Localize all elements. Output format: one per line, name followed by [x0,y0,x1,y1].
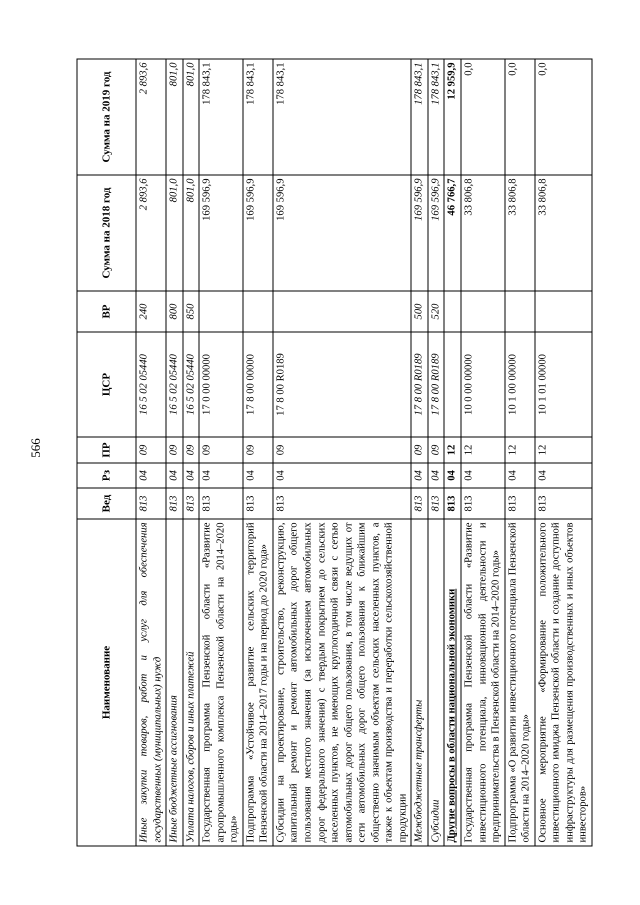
header-rz: Рз [77,463,136,488]
row-rz: 04 [136,463,166,488]
row-vr [505,291,535,332]
row-vr [273,291,411,332]
row-csr: 17 8 00 R0189 [428,332,445,437]
row-vr: 500 [411,291,428,332]
row-vr [461,291,505,332]
header-pr: ПР [77,437,136,463]
row-name: Межбюджетные трансферты [411,519,428,846]
row-ved: 813 [136,488,166,519]
table-header-row [77,59,136,846]
row-csr: 17 8 00 00000 [243,332,273,437]
header-vr: ВР [77,291,136,332]
row-name: Основное мероприятие «Формирование положительного инвестиционного имиджа Пензенской области и создание доступной инфраструктуры для размещения производственных и иных объектов инвесторов» [535,519,592,846]
rotated-table-container [77,60,589,847]
row-sum-2018: 46 766,7 [444,175,461,291]
row-pr: 09 [136,437,166,463]
row-vr [199,291,243,332]
table-row [199,59,243,846]
row-ved: 813 [411,488,428,519]
row-pr: 09 [428,437,445,463]
row-sum-2019: 0,0 [535,59,592,175]
row-csr: 17 8 00 R0189 [411,332,428,437]
row-pr: 12 [461,437,505,463]
row-rz: 04 [273,463,411,488]
header-ved: Вед [77,488,136,519]
row-sum-2018: 169 596,9 [273,175,411,291]
row-rz: 04 [461,463,505,488]
table-row [136,59,166,846]
header-sum-2019: Сумма на 2019 год [77,59,136,175]
row-pr: 12 [505,437,535,463]
header-name: Наименование [77,519,136,846]
row-pr: 09 [411,437,428,463]
row-pr: 09 [273,437,411,463]
row-vr [444,291,461,332]
row-sum-2019: 178 843,1 [273,59,411,175]
row-ved: 813 [461,488,505,519]
row-name: Подпрограмма «Устойчивое развитие сельских территорий Пензенской области на 2014–2017 годы и на период до 2020 года» [243,519,273,846]
table-row [411,59,428,846]
table-row [183,59,200,846]
row-sum-2018: 33 806,8 [505,175,535,291]
row-name: Государственная программа Пензенской области «Развитие инвестиционного потенциала, инновационной деятельности и предпринимательства в Пензенской области на 2014–2020 годы» [461,519,505,846]
row-pr: 09 [183,437,200,463]
row-sum-2018: 801,0 [183,175,200,291]
row-csr: 17 8 00 R0189 [273,332,411,437]
budget-table [77,59,593,847]
row-rz: 04 [411,463,428,488]
row-sum-2019: 12 959,9 [444,59,461,175]
row-vr: 520 [428,291,445,332]
row-vr [243,291,273,332]
table-row [273,59,411,846]
row-ved: 813 [243,488,273,519]
row-sum-2019: 801,0 [183,59,200,175]
table-row-section-total [444,59,461,846]
row-csr: 10 1 01 00000 [535,332,592,437]
row-ved: 813 [166,488,183,519]
row-ved: 813 [273,488,411,519]
row-pr: 12 [444,437,461,463]
row-csr: 16 5 02 05440 [136,332,166,437]
row-name: Государственная программа Пензенской области «Развитие агропромышленного комплекса Пензенской области на 2014–2020 годы» [199,519,243,846]
table-row [243,59,273,846]
row-ved: 813 [535,488,592,519]
row-name: Подпрограмма «О развитии инвестиционного потенциала Пензенской области на 2014–2020 годы» [505,519,535,846]
row-sum-2018: 2 893,6 [136,175,166,291]
row-vr: 240 [136,291,166,332]
row-sum-2019: 2 893,6 [136,59,166,175]
row-rz: 04 [428,463,445,488]
table-row [461,59,505,846]
table-row [166,59,183,846]
row-sum-2018: 33 806,8 [535,175,592,291]
row-pr: 09 [199,437,243,463]
row-rz: 04 [199,463,243,488]
row-csr: 17 0 00 00000 [199,332,243,437]
table-row [535,59,592,846]
header-csr: ЦСР [77,332,136,437]
row-ved: 813 [444,488,461,519]
row-pr: 09 [243,437,273,463]
row-sum-2019: 801,0 [166,59,183,175]
row-pr: 12 [535,437,592,463]
row-csr: 10 1 00 00000 [505,332,535,437]
row-sum-2019: 178 843,1 [243,59,273,175]
table-row [505,59,535,846]
row-name: Уплата налогов, сборов и иных платежей [183,519,200,846]
row-sum-2018: 169 596,9 [199,175,243,291]
row-sum-2019: 0,0 [505,59,535,175]
row-rz: 04 [505,463,535,488]
page-number: 566 [28,438,43,458]
row-name: Другие вопросы в области национальной экономики [444,519,461,846]
row-sum-2019: 178 843,1 [428,59,445,175]
row-name: Субсидии [428,519,445,846]
row-rz: 04 [243,463,273,488]
row-sum-2018: 169 596,9 [243,175,273,291]
row-sum-2018: 33 806,8 [461,175,505,291]
row-csr: 16 5 02 05440 [166,332,183,437]
row-rz: 04 [183,463,200,488]
row-sum-2019: 0,0 [461,59,505,175]
row-sum-2019: 178 843,1 [411,59,428,175]
row-pr: 09 [166,437,183,463]
row-rz: 04 [444,463,461,488]
row-rz: 04 [535,463,592,488]
row-csr: 16 5 02 05440 [183,332,200,437]
row-vr: 850 [183,291,200,332]
row-ved: 813 [183,488,200,519]
row-ved: 813 [199,488,243,519]
row-ved: 813 [505,488,535,519]
row-vr: 800 [166,291,183,332]
row-name: Субсидии на проектирование, строительство, реконструкцию, капитальный ремонт и ремонт автомобильных дорог общего пользования местного значения (за исключением автомобильных дорог федерального значения) с твердым покрытием до сельских населенных пунктов, не имеющих круглогодичной связи с сетью автомобильных дорог общего пользования, в том числе ведущих от сети автомобильных дорог общего пользования к ближайшим общественно значимым объектам сельских населенных пунктов, а также к объектам производства и переработки сельскохозяйственной продукции [273,519,411,846]
row-csr [444,332,461,437]
row-vr [535,291,592,332]
table-row [428,59,445,846]
row-ved: 813 [428,488,445,519]
row-csr: 10 0 00 00000 [461,332,505,437]
row-sum-2019: 178 843,1 [199,59,243,175]
row-rz: 04 [166,463,183,488]
row-name: Иные закупки товаров, работ и услуг для обеспечения государственных (муниципальных) нужд [136,519,166,846]
row-sum-2018: 801,0 [166,175,183,291]
header-sum-2018: Сумма на 2018 год [77,175,136,291]
row-name: Иные бюджетные ассигнования [166,519,183,846]
row-sum-2018: 169 596,9 [411,175,428,291]
row-sum-2018: 169 596,9 [428,175,445,291]
